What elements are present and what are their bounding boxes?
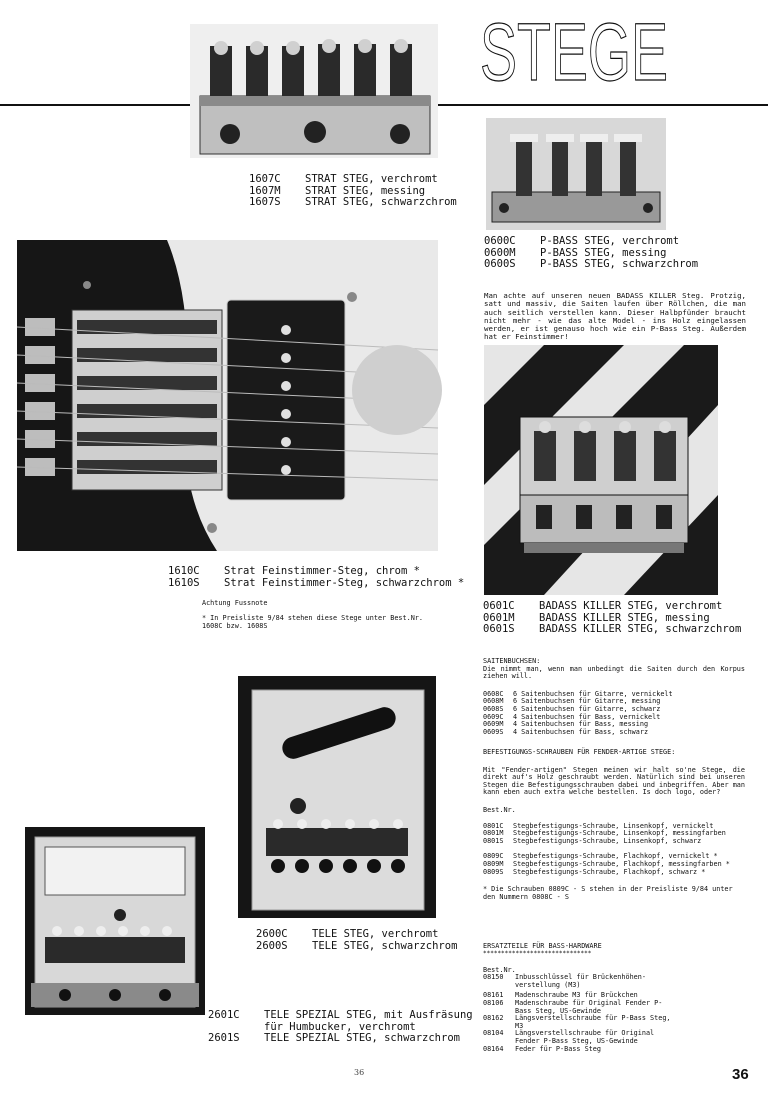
item-code: 08161 <box>483 991 504 1000</box>
section-intro: Mit "Fender-artigen" Stegen meinen wir halt so'ne Stege, die direkt auf's Holz geschraubt werden. Natürlich sind bei unseren Stegen die Befestigungsschrauben dabei und inbegriffen. Aber man kann eben auch extra welche bestellen. Is doch logo, oder? <box>483 765 745 797</box>
list-item <box>483 974 745 989</box>
item-code: 0809S <box>483 867 504 876</box>
item-code: 08164 <box>483 1044 504 1053</box>
page-number-corner: 36 <box>732 1066 749 1083</box>
item-label: Stegbefestigungs-Schraube, Linsenkopf, vernickelt <box>513 821 714 830</box>
item-label: P-BASS STEG, verchromt <box>540 235 680 247</box>
footnote-line-1: * In Preisliste 9/84 stehen diese Stege unter Best.Nr. <box>202 614 423 622</box>
item-code: 2600C <box>256 928 288 940</box>
item-code: 1610S <box>168 576 200 589</box>
footnote-line-2: 1608C bzw. 1608S <box>202 622 268 630</box>
list-item <box>256 929 457 941</box>
item-code: 0809C <box>483 852 504 861</box>
list-item <box>484 259 698 271</box>
item-code: 0600M <box>484 246 516 259</box>
item-code: 0600C <box>484 235 516 247</box>
item-label: BADASS KILLER STEG, schwarzchrom <box>539 623 742 635</box>
section-heading: ERSATZTEILE FÜR BASS-HARDWARE <box>483 942 602 950</box>
list-item <box>483 869 745 877</box>
list-item <box>483 1000 745 1015</box>
badass-bridge-photo <box>484 345 718 595</box>
item-label: Feder für P-Bass Steg <box>515 1044 601 1053</box>
item-label: Strat Feinstimmer-Steg, schwarzchrom * <box>224 576 465 589</box>
footnote: * Die Schrauben 0809C - S stehen in der Preisliste 9/84 unter den Nummern 0808C - S <box>483 885 733 901</box>
footnote-heading: Achtung Fussnote <box>202 599 268 607</box>
item-code: 1607M <box>249 184 281 197</box>
item-code: 08162 <box>483 1014 504 1023</box>
section-heading: SAITENBUCHSEN: <box>483 657 541 665</box>
item-label: STRAT STEG, schwarzchrom <box>305 196 457 208</box>
item-code: 1607S <box>249 196 281 208</box>
list-item <box>483 838 745 846</box>
item-label: BADASS KILLER STEG, messing <box>539 611 710 624</box>
badass-intro: Man achte auf unseren neuen BADASS KILLER Steg. Protzig, satt und massiv, die Saiten laufen über Röllchen, die man auch seitlich verstellen kann. Dieser Halbpfünder braucht nicht mehr - wie das alte Model - ins Holz eingelassen werden, er ist genauso hoch wie ein P-Bass Steg. Außerdem hat er Feinstimmer! <box>484 291 746 342</box>
bestnr-label: Best.Nr. <box>483 965 516 974</box>
item-code: 1607C <box>249 173 281 185</box>
item-label: STRAT STEG, verchromt <box>305 173 438 185</box>
page-number-center: 36 <box>354 1068 365 1077</box>
item-label: Längsverstellschraube für P-Bass Steg, M3 <box>515 1014 671 1030</box>
top-rule-left <box>0 104 200 106</box>
item-code: 2601S <box>208 1032 240 1044</box>
item-label: BADASS KILLER STEG, verchromt <box>539 600 723 612</box>
list-item <box>168 566 464 578</box>
item-code: 0600S <box>484 258 516 270</box>
item-code: 0601M <box>483 611 515 624</box>
item-label: Madenschraube für Original Fender P-Bass Steg, US-Gewinde <box>515 998 663 1015</box>
item-label: TELE STEG, schwarzchrom <box>312 939 458 952</box>
item-code: 2600S <box>256 939 288 952</box>
page-title <box>480 6 672 98</box>
item-code: 0608M <box>483 697 504 706</box>
item-label: 6 Saitenbuchsen für Gitarre, messing <box>513 697 661 706</box>
item-code: 0609C <box>483 712 504 721</box>
tele-list <box>256 929 457 952</box>
list-item <box>483 1015 745 1030</box>
item-code: 0801M <box>483 829 504 838</box>
item-label: P-BASS STEG, messing <box>540 246 667 259</box>
item-label: 4 Saitenbuchsen für Bass, schwarz <box>513 727 649 736</box>
pbass-list <box>484 236 698 271</box>
item-label: TELE SPEZIAL STEG, schwarzchrom <box>264 1032 460 1044</box>
tele-bridge-photo <box>238 676 436 918</box>
top-rule-right <box>436 104 768 106</box>
item-code: 0601C <box>483 600 515 612</box>
list-item <box>483 601 741 613</box>
item-code: 1610C <box>168 565 200 577</box>
heading-underline-stars: ****************************** <box>483 949 592 957</box>
item-label: Strat Feinstimmer-Steg, chrom * <box>224 565 420 577</box>
item-label: TELE SPEZIAL STEG, mit Ausfräsung für Humbucker, verchromt <box>264 1009 473 1033</box>
item-code: 08104 <box>483 1029 504 1038</box>
item-label: Stegbefestigungs-Schraube, Flachkopf, schwarz * <box>513 867 706 876</box>
item-code: 2601C <box>208 1009 240 1021</box>
item-label: TELE STEG, verchromt <box>312 928 439 940</box>
item-label: 6 Saitenbuchsen für Gitarre, schwarz <box>513 704 661 713</box>
strat-list <box>249 174 457 209</box>
saitenbuchsen-section <box>483 658 745 736</box>
item-label: Stegbefestigungs-Schraube, Flachkopf, messingfarben * <box>513 859 730 868</box>
list-item <box>483 1046 745 1054</box>
bestnr-label: Best.Nr. <box>483 805 516 814</box>
ersatzteile-section <box>483 943 745 1053</box>
item-code: 0609M <box>483 720 504 729</box>
item-label: Längsverstellschraube für Original Fender P-Bass Steg, US-Gewinde <box>515 1029 655 1045</box>
strat-bridge-photo <box>190 24 438 158</box>
section-intro: Die nimmt man, wenn man unbedingt die Saiten durch den Korpus ziehen will. <box>483 664 745 681</box>
list-item <box>168 578 464 590</box>
item-code: 0801S <box>483 836 504 845</box>
badass-list <box>483 601 741 636</box>
list-item <box>249 197 457 209</box>
item-code: 0608S <box>483 704 504 713</box>
item-label: Stegbefestigungs-Schraube, Linsenkopf, schwarz <box>513 836 702 845</box>
list-item <box>483 1030 745 1045</box>
item-label: Inbusschlüssel für Brückenhöhen-verstellung (M3) <box>515 973 646 989</box>
list-item <box>208 1033 478 1045</box>
item-code: 08106 <box>483 998 504 1007</box>
tele-spezial-bridge-photo <box>25 827 205 1015</box>
list-item <box>208 1010 478 1033</box>
finetuner-list <box>168 566 464 589</box>
page-title-text: STEGE <box>480 7 668 98</box>
item-label: Madenschraube M3 für Brückchen <box>515 991 638 1000</box>
list-item <box>483 729 745 737</box>
item-code: 0801C <box>483 821 504 830</box>
item-label: Stegbefestigungs-Schraube, Linsenkopf, messingfarben <box>513 829 726 838</box>
list-item <box>249 174 457 186</box>
item-code: 0809M <box>483 859 504 868</box>
item-code: 08150 <box>483 973 504 982</box>
item-label: 4 Saitenbuchsen für Bass, vernickelt <box>513 712 661 721</box>
item-label: P-BASS STEG, schwarzchrom <box>540 258 699 270</box>
finetuner-bridge-photo <box>17 240 438 551</box>
telespezial-list <box>208 1010 478 1045</box>
item-code: 0601S <box>483 623 515 635</box>
item-label: Stegbefestigungs-Schraube, Flachkopf, vernickelt * <box>513 852 718 861</box>
list-item <box>483 624 741 636</box>
pbass-bridge-photo <box>486 118 666 230</box>
section-heading: BEFESTIGUNGS-SCHRAUBEN FÜR FENDER-ARTIGE STEGE: <box>483 748 676 756</box>
list-item <box>256 941 457 953</box>
item-label: STRAT STEG, messing <box>305 184 426 197</box>
item-code: 0608C <box>483 689 504 698</box>
item-code: 0609S <box>483 727 504 736</box>
item-label: 6 Saitenbuchsen für Gitarre, vernickelt <box>513 689 673 698</box>
item-label: 4 Saitenbuchsen für Bass, messing <box>513 720 649 729</box>
list-item <box>484 236 698 248</box>
befestigung-section <box>483 749 745 901</box>
